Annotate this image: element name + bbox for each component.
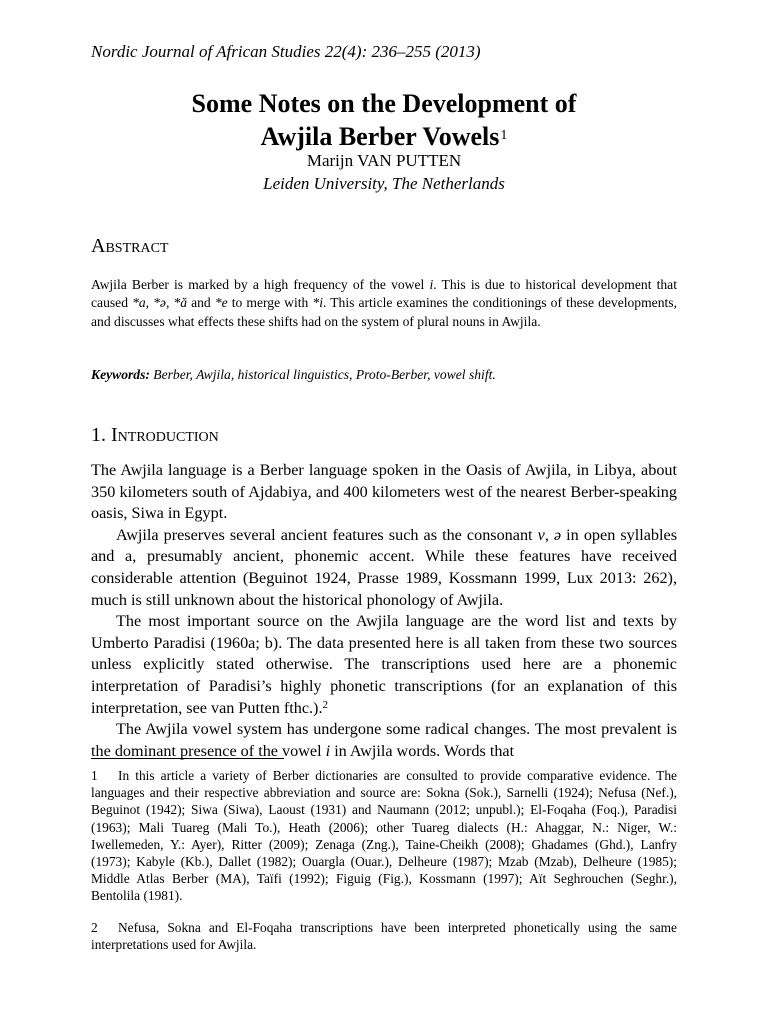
intro-paragraph-3	[91, 611, 677, 719]
p3-text: The most important source on the Awjila language are the word list and texts by Umberto Paradisi (1960a; b). The data presented here is all taken from these two sources unless explicitly stated otherwise. The transcriptions used here are a phonemic interpretation of Paradisi’s highly phonetic transcriptions (for an explanation of this interpretation, see van Putten fthc.).	[91, 612, 677, 717]
abstract-heading: Abstract	[91, 235, 169, 257]
keywords	[91, 367, 677, 383]
abstract-t1: Awjila Berber is marked by a high frequency of the vowel	[91, 277, 430, 292]
intro-heading	[91, 424, 219, 447]
abstract-i4: *i	[312, 295, 323, 311]
footnote-1-text: In this article a variety of Berber dictionaries are consulted to provide comparative evidence. The languages and their respective abbreviation and source are: Sokna (Sok.), Sarnelli (1924); Nefusa (Nef.), Beguinot (1942); Siwa (Siwa), Laoust (1931) and Naumann (2012; unpubl.); El-Foqaha (Foq.), Paradisi (1963); Mali Tuareg (Mali To.), Heath (2006); other Tuareg dialects (H.: Ahaggar, N.: Niger, W.: Iwellemeden, Y.: Ayer), Ritter (2009); Zenaga (Zng.), Taine-Cheikh (2008); Ghadames (Ghd.), Lanfry (1973); Kabyle (Kb.), Dallet (1982); Ouargla (Ouar.), Delheure (1987); Mzab (Mzab), Delheure (1985); Middle Atlas Berber (MA), Taïfi (1992); Figuig (Fig.), Kossmann (1997); Aït Seghrouchen (Seghr.), Bentolila (1981).	[91, 768, 677, 904]
p2-schwa: ə	[553, 525, 562, 544]
title-line-2-text: Awjila Berber Vowels	[260, 122, 500, 151]
intro-body	[91, 460, 677, 762]
intro-title: Introduction	[111, 424, 219, 446]
journal-citation: Nordic Journal of African Studies 22(4): 236–255 (2013)	[91, 42, 481, 61]
paper-title	[0, 88, 768, 153]
footnote-2	[91, 919, 677, 953]
abstract-t3: and	[187, 295, 215, 311]
footnote-1	[91, 767, 677, 905]
footnote-divider	[91, 758, 284, 759]
intro-paragraph-2	[91, 525, 677, 611]
p2-v: v	[537, 525, 545, 544]
abstract-i3: *e	[214, 295, 228, 311]
footnote-2-number: 2	[91, 920, 98, 935]
p4-i: i	[325, 741, 331, 760]
p2-a: Awjila preserves several ancient features such as the consonant	[116, 525, 538, 544]
title-line-1: Some Notes on the Development of	[191, 89, 577, 118]
abstract-t5: . This article examines the conditionings of these developments, and discusses what effects these shifts had on the system of plural nouns in Awjila.	[91, 295, 677, 329]
abstract-i1: i	[429, 277, 434, 292]
footnote-1-number: 1	[91, 768, 98, 783]
footnote-2-text: Nefusa, Sokna and El-Foqaha transcriptions have been interpreted phonetically using the same interpretations used for Awjila.	[91, 920, 677, 953]
intro-number: 1.	[91, 424, 111, 446]
author-affiliation: Leiden University, The Netherlands	[263, 174, 505, 193]
abstract-text	[91, 276, 677, 331]
intro-paragraph-4	[91, 719, 677, 762]
keywords-list: Berber, Awjila, historical linguistics, Proto-Berber, vowel shift.	[149, 367, 496, 382]
p4-a: The Awjila vowel system has undergone some radical changes. The most prevalent is the dominant presence of the vowel	[91, 720, 677, 760]
abstract-t2: . This is due to historical development that caused	[91, 277, 677, 311]
abstract-i2: *a, *ə, *ă	[132, 295, 188, 311]
p2-b: ,	[544, 525, 554, 544]
title-line-2	[0, 120, 768, 153]
author-name: Marijn VAN PUTTEN	[306, 151, 462, 170]
intro-paragraph-1: The Awjila language is a Berber language spoken in the Oasis of Awjila, in Libya, about 350 kilometers south of Ajdabiya, and 400 kilometers west of the nearest Berber-speaking oasis, Siwa in Egypt.	[91, 461, 677, 523]
keywords-label: Keywords:	[91, 367, 150, 382]
footnote-ref-2[interactable]: 2	[322, 698, 328, 711]
p2-c: in open syllables and a, presumably ancient, phonemic accent. While these features have received considerable attention (Beguinot 1924, Prasse 1989, Kossmann 1999, Lux 2013: 262), much is still unknown about the historical phonology of Awjila.	[91, 525, 677, 609]
abstract-t4: to merge with	[227, 295, 313, 311]
p4-b: in Awjila words. Words that	[330, 741, 515, 760]
title-footnote-mark[interactable]: 1	[500, 128, 508, 143]
